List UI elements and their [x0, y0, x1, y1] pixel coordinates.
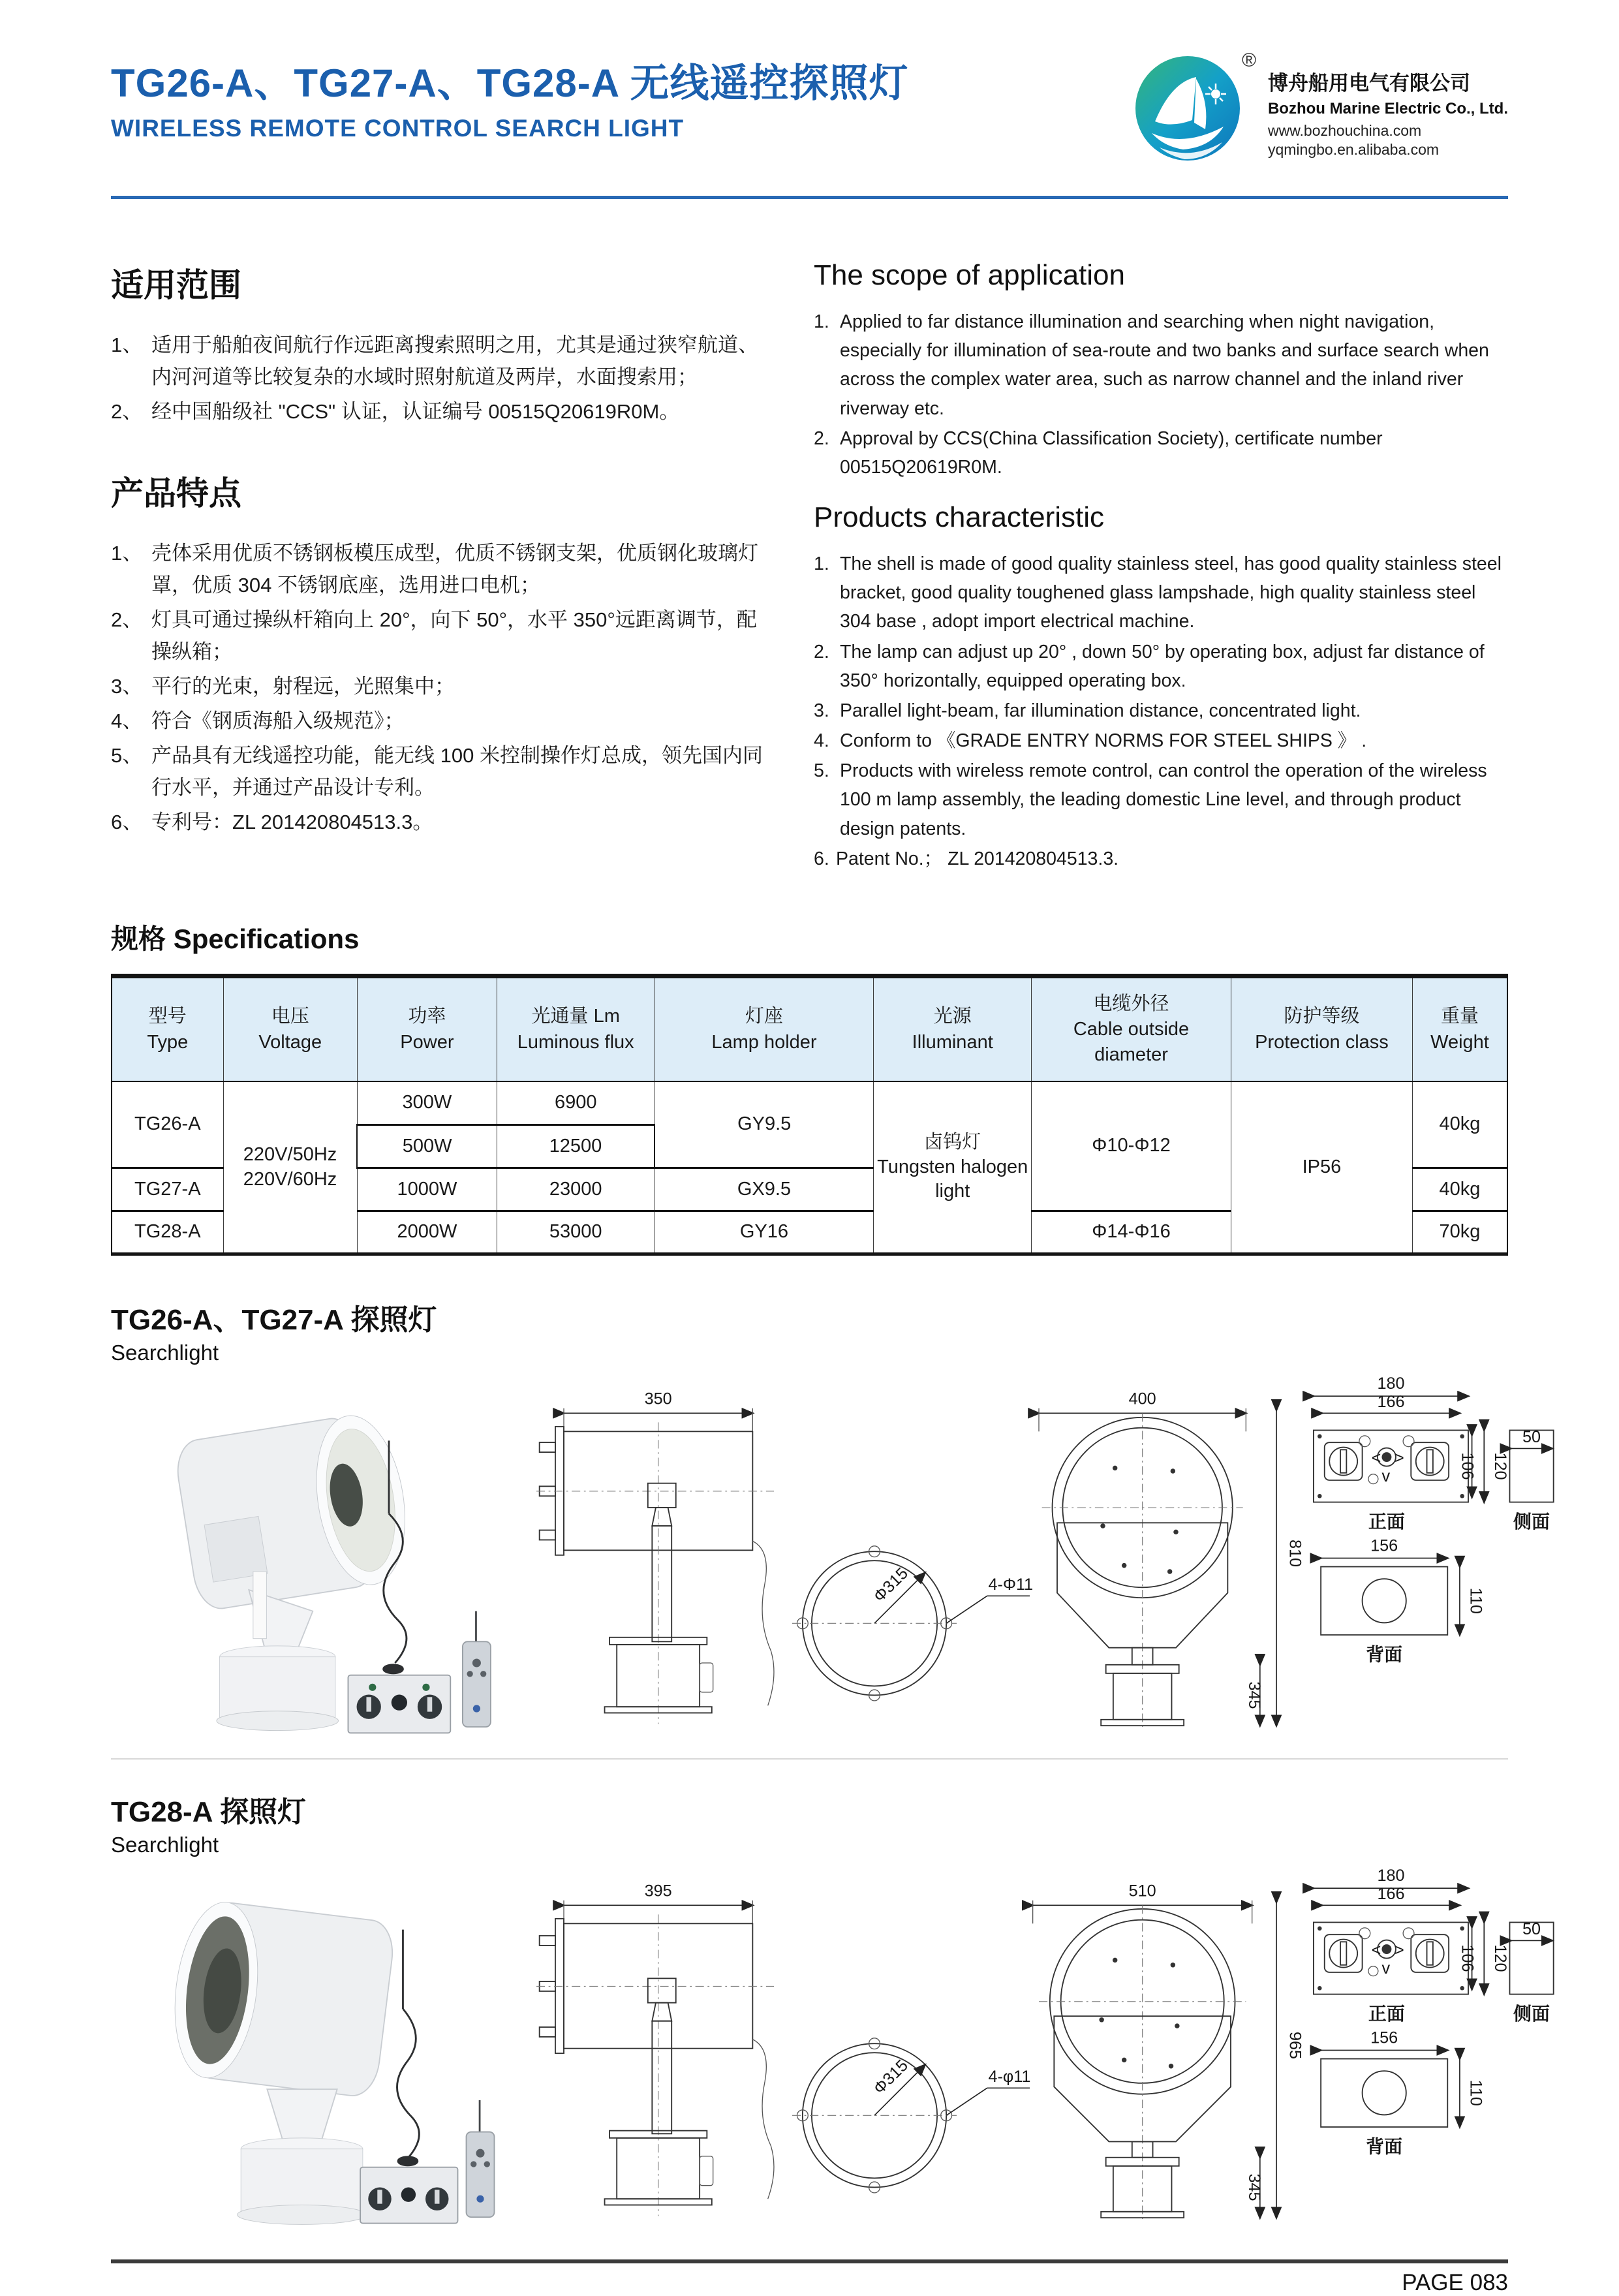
cell-protection-ip56: IP56 [1231, 1081, 1412, 1254]
figure-tg26-tg27 [111, 1296, 1550, 1736]
dim-side-width: 395 [644, 1882, 672, 1900]
control-box-drawing [1314, 1374, 1554, 1664]
table-row [112, 1081, 1507, 1125]
cell-holder-gy95: GY9.5 [655, 1081, 874, 1168]
ctrl-knob-right [1403, 1928, 1449, 1972]
registered-mark: ® [1241, 50, 1257, 71]
col-header-voltage: 电压 Voltage [223, 976, 357, 1081]
cell-power-300w: 300W [357, 1081, 497, 1125]
item-number: 3. [814, 700, 829, 721]
item-number: 2. [814, 427, 829, 449]
list-item [814, 638, 1508, 695]
figure-tg28 [111, 1788, 1550, 2228]
side-cable [752, 1541, 774, 1705]
cell-cable-10-12: Φ10-Φ12 [1032, 1081, 1231, 1211]
dim-ctrl-inner-width: 166 [1377, 1392, 1405, 1411]
chinese-column [111, 259, 767, 875]
list-item [111, 706, 767, 737]
specs-heading [111, 918, 1508, 957]
table-header-row [112, 976, 1507, 1081]
item-text: Parallel light-beam, far illumination distance, concentrated light. [840, 700, 1361, 721]
specs-table [111, 974, 1508, 1256]
dim-ctrl-back-height: 110 [1466, 2079, 1485, 2106]
scope-cn-heading: 适用范围 [111, 267, 241, 303]
list-item [111, 538, 767, 602]
col-header-cable-diameter: 电缆外径 Cable outside diameter [1032, 976, 1231, 1081]
ctrl-knob-left [1325, 1928, 1370, 1972]
col-header-protection-class: 防护等级 Protection class [1231, 976, 1412, 1081]
scope-en-heading: The scope of application [814, 259, 1125, 291]
col-header-type: 型号 Type [112, 976, 223, 1081]
svg-text:v: v [1381, 1959, 1391, 1978]
ctrl-knob-right [1403, 1436, 1449, 1480]
dim-ctrl-inner-height: 106 [1458, 1944, 1477, 1972]
col-header-power: 功率 Power [357, 976, 497, 1081]
list-item [814, 726, 1508, 755]
item-text: Products with wireless remote control, can control the operation of the wireless 100 m lamp assembly, the leading domestic Line level, and through product design patents. [840, 760, 1487, 839]
dim-base-height: 345 [1245, 1681, 1263, 1709]
dim-front-width: 510 [1128, 1882, 1156, 1900]
cell-flux-53000: 53000 [497, 1211, 655, 1254]
list-item [111, 604, 767, 668]
page-subtitle: WIRELESS REMOTE CONTROL SEARCH LIGHT [111, 115, 685, 142]
dim-ctrl-back-width: 156 [1370, 2028, 1398, 2047]
list-item [111, 330, 767, 394]
lens-bolts [1099, 1957, 1179, 2068]
cell-power-2000w: 2000W [357, 1211, 497, 1254]
dim-ctrl-inner-height: 106 [1458, 1452, 1477, 1480]
searchlight-base [217, 1646, 339, 1731]
back-view-label: 背面 [1366, 1644, 1403, 1665]
cell-weight-40kg-2: 40kg [1413, 1168, 1508, 1211]
characteristics-en-heading: Products characteristic [814, 501, 1105, 534]
side-view-label: 侧面 [1513, 1511, 1550, 1532]
item-text: 灯具可通过操纵杆箱向上 20°，向下 50°，水平 350°远距离调节，配操纵箱； [151, 608, 757, 663]
searchlight-base [238, 2138, 367, 2225]
list-item [111, 807, 767, 839]
dim-ctrl-height: 120 [1491, 1452, 1510, 1480]
col-header-lamp-holder: 灯座 Lamp holder [655, 976, 874, 1081]
svg-text:>: > [1395, 1448, 1404, 1467]
dim-bolt-holes: 4-φ11 [988, 2067, 1031, 2086]
company-alibaba-url: yqmingbo.en.alibaba.com [1267, 141, 1440, 158]
cell-type-tg27a: TG27-A [112, 1168, 223, 1211]
dim-ctrl-width: 180 [1377, 1374, 1405, 1393]
item-number: 5、 [111, 743, 143, 767]
figure1-content [111, 1371, 1550, 1736]
lens-bolts [1100, 1465, 1178, 1574]
item-number: 1. [814, 311, 829, 332]
searchlight-photo-tg28 [111, 1863, 502, 2228]
header-divider [111, 196, 1508, 199]
item-text: The shell is made of good quality stainless steel, has good quality stainless steel bracket, good quality toughened glass lampshade, high quality stainless steel 304 base , adopt import electrical machine. [840, 553, 1502, 632]
item-number: 6、 [111, 810, 143, 833]
item-number: 2. [814, 641, 829, 662]
front-view-drawing [1033, 1882, 1304, 2219]
svg-text:>: > [1395, 1940, 1404, 1959]
specs-heading-en: Specifications [173, 923, 360, 954]
back-view-label: 背面 [1366, 2136, 1403, 2157]
footer-divider [111, 2259, 1508, 2263]
cell-type-tg26a: TG26-A [112, 1081, 223, 1168]
item-number: 1、 [111, 541, 143, 565]
cell-weight-40kg: 40kg [1413, 1081, 1508, 1168]
ctrl-screws [1318, 1926, 1464, 1990]
figure2-subtitle: Searchlight [111, 1832, 219, 1857]
company-name-cn: 博舟船用电气有限公司 [1267, 72, 1470, 95]
control-panel [348, 1675, 450, 1733]
bolt-circle-drawing [792, 2038, 1030, 2193]
english-column [814, 259, 1508, 875]
item-text: 产品具有无线遥控功能，能无线 100 米控制操作灯总成，领先国内同行水平，并通过产品设计专利。 [151, 743, 763, 799]
dim-height: 810 [1286, 1539, 1304, 1567]
dim-ctrl-width: 180 [1377, 1866, 1405, 1885]
page-title: TG26-A、TG27-A、TG28-A 无线遥控探照灯 [111, 61, 909, 105]
item-number: 4、 [111, 709, 143, 732]
list-item [814, 550, 1508, 636]
dim-ctrl-back-width: 156 [1370, 1536, 1398, 1555]
figures-divider [111, 1758, 1508, 1760]
dim-ctrl-back-height: 110 [1466, 1587, 1485, 1614]
company-info [1268, 43, 1508, 159]
item-number: 5. [814, 760, 829, 782]
item-number: 2、 [111, 608, 143, 631]
bolt-circle-drawing [792, 1546, 1033, 1701]
item-text: 符合《钢质海船入级规范》； [151, 709, 405, 732]
ctrl-screws [1318, 1434, 1464, 1498]
svg-text:<: < [1371, 1940, 1381, 1959]
cell-power-1000w: 1000W [357, 1168, 497, 1211]
item-text: Applied to far distance illumination and searching when night navigation, especially for illumination of sea-route and two banks and surface search when across the complex water area, such as narrow channel and the inland river riverway etc. [840, 311, 1489, 419]
item-text: 适用于船舶夜间航行作远距离搜索照明之用，尤其是通过狭窄航道、内河河道等比较复杂的水域时照射航道及两岸，水面搜索用； [151, 334, 758, 388]
side-view-label: 侧面 [1513, 2003, 1550, 2024]
cell-type-tg28a: TG28-A [112, 1211, 223, 1254]
front-view-label: 正面 [1368, 2003, 1405, 2024]
searchlight-photo [111, 1371, 502, 1736]
item-number: 3、 [111, 674, 143, 698]
col-header-luminous-flux: 光通量 Lm Luminous flux [497, 976, 655, 1081]
item-text: 壳体采用优质不锈钢板模压成型，优质不锈钢支架，优质钢化玻璃灯罩，优质 304 不锈钢底座，选用进口电机； [151, 541, 758, 597]
item-text: Approval by CCS(China Classification Society), certificate number 00515Q20619R0M. [840, 427, 1383, 478]
list-item [111, 396, 767, 428]
list-item [111, 671, 767, 703]
svg-text:<: < [1371, 1448, 1381, 1467]
side-view-drawing [536, 1882, 774, 2216]
ctrl-knob-left [1325, 1436, 1370, 1480]
svg-text:v: v [1381, 1466, 1391, 1485]
list-item [814, 307, 1508, 423]
cell-cable-14-16: Φ14-Φ16 [1032, 1211, 1231, 1254]
list-item [814, 756, 1508, 843]
control-box-drawing [1314, 1867, 1554, 2156]
dim-bolt-holes: 4-Φ11 [988, 1575, 1034, 1594]
cell-flux-6900: 6900 [497, 1081, 655, 1125]
list-item [814, 845, 1508, 873]
item-text: The lamp can adjust up 20° , down 50° by operating box, adjust far distance of 350° horizontally, equipped operating box. [840, 641, 1485, 691]
page-header [111, 52, 1508, 174]
front-view-label: 正面 [1368, 1511, 1405, 1532]
dim-bolt-circle: Φ315 [870, 2056, 912, 2098]
cell-weight-70kg: 70kg [1413, 1211, 1508, 1254]
dim-side-width: 350 [644, 1389, 672, 1408]
dim-base-height: 345 [1245, 2173, 1263, 2201]
dim-ctrl-depth: 50 [1522, 1919, 1541, 1938]
dim-ctrl-height: 120 [1491, 1944, 1510, 1972]
item-number: 1. [814, 553, 829, 575]
item-text: 平行的光束，射程远，光照集中； [151, 674, 455, 698]
cell-flux-12500: 12500 [497, 1125, 655, 1168]
remote-control [463, 1611, 491, 1727]
sailboat-logo-icon [1132, 43, 1256, 174]
item-text: 专利号：ZL 201420804513.3。 [151, 810, 433, 833]
item-text: 经中国船级社 "CCS" 认证，认证编号 00515Q20619R0M。 [151, 399, 680, 423]
dim-front-width: 400 [1128, 1389, 1156, 1408]
dim-ctrl-inner-width: 166 [1377, 1884, 1405, 1903]
item-text: Patent No.； ZL 201420804513.3. [836, 848, 1119, 869]
item-number: 2、 [111, 399, 143, 423]
control-panel [360, 2167, 457, 2224]
page-number: PAGE 083 [1402, 2269, 1508, 2295]
technical-drawings-tg28 [509, 1863, 1550, 2228]
ctrl-joystick [1368, 1940, 1404, 1977]
cell-holder-gy16: GY16 [655, 1211, 874, 1254]
specs-heading-cn: 规格 [111, 923, 166, 954]
figure1-title: TG26-A、TG27-A 探照灯 [111, 1303, 437, 1336]
front-view-drawing [1039, 1389, 1304, 1727]
dim-bolt-circle: Φ315 [870, 1564, 912, 1606]
figure2-content [111, 1863, 1550, 2228]
cell-holder-gx95: GX9.5 [655, 1168, 874, 1211]
item-number: 1、 [111, 334, 143, 356]
figure2-title: TG28-A 探照灯 [111, 1795, 307, 1828]
item-number: 4. [814, 730, 829, 752]
header-titles [111, 52, 909, 142]
searchlight-drum [173, 1409, 416, 1612]
cell-flux-23000: 23000 [497, 1168, 655, 1211]
logo-star [1211, 89, 1220, 99]
col-header-illuminant: 光源 Illuminant [874, 976, 1032, 1081]
dim-height: 965 [1286, 2031, 1304, 2059]
remote-control [467, 2100, 495, 2217]
cell-voltage: 220V/50Hz 220V/60Hz [223, 1081, 357, 1254]
antenna-cable [397, 1930, 419, 2165]
company-name-en: Bozhou Marine Electric Co., Ltd. [1267, 100, 1508, 117]
cell-illuminant: 卤钨灯 Tungsten halogen light [874, 1081, 1032, 1254]
dim-ctrl-depth: 50 [1522, 1427, 1541, 1446]
cell-power-500w: 500W [357, 1125, 497, 1168]
side-bracket [648, 1483, 676, 1642]
item-number: 6. [814, 848, 829, 869]
side-view-drawing [536, 1389, 774, 1724]
features-cn-heading: 产品特点 [111, 474, 241, 512]
technical-drawings-tg26 [509, 1371, 1550, 1736]
col-header-weight: 重量 Weight [1413, 976, 1508, 1081]
searchlight-drum [166, 1897, 397, 2098]
side-cable [752, 2040, 774, 2199]
list-item [814, 696, 1508, 725]
list-item [111, 740, 767, 804]
list-item [814, 424, 1508, 482]
item-text: Conform to 《GRADE ENTRY NORMS FOR STEEL SHIPS 》 . [840, 730, 1367, 752]
intro-columns [111, 259, 1508, 875]
ctrl-joystick [1368, 1448, 1404, 1485]
side-bracket [648, 1978, 676, 2133]
company-website: www.bozhouchina.com [1267, 122, 1422, 139]
figure1-subtitle: Searchlight [111, 1340, 219, 1365]
company-logo [1132, 43, 1508, 174]
